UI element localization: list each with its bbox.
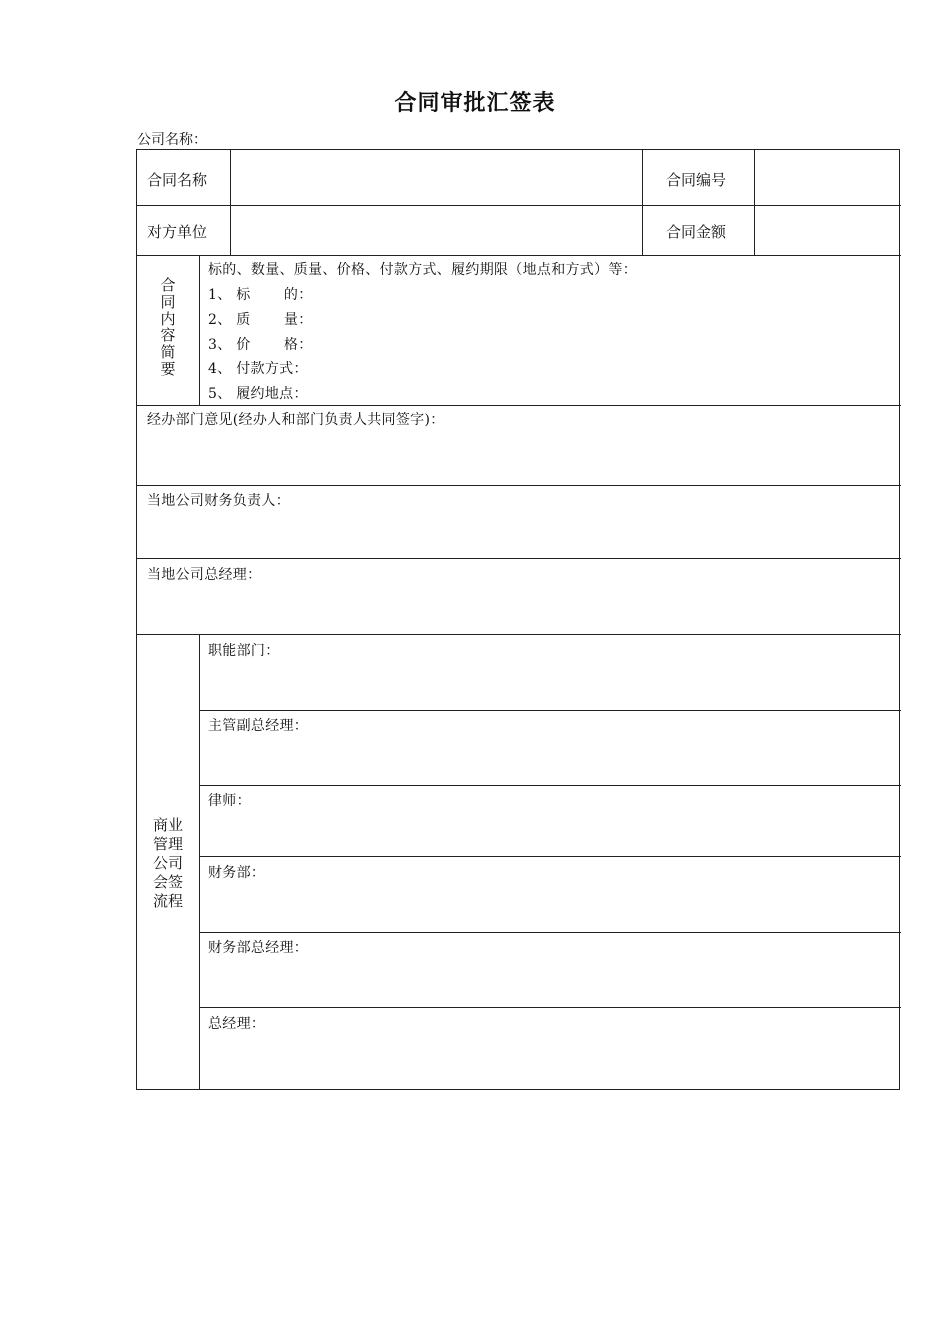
summary-item-payment: 4、 付款方式： — [208, 361, 308, 377]
summary-label-char: 简 — [160, 343, 176, 362]
row-divider — [199, 856, 901, 857]
finance-gm-label: 财务部总经理： — [208, 940, 309, 956]
row-divider — [199, 932, 901, 933]
countersign-label-line: 商业 — [152, 816, 183, 834]
contract-amount-label: 合同金额 — [666, 223, 727, 241]
counterparty-field[interactable] — [231, 206, 641, 254]
row-divider — [199, 1007, 901, 1008]
dept-opinion-label: 经办部门意见(经办人和部门负责人共同签字)： — [147, 412, 445, 428]
summary-label-char: 容 — [160, 326, 176, 345]
functional-dept-label: 职能部门： — [208, 643, 280, 659]
deputy-gm-label: 主管副总经理： — [208, 718, 309, 734]
local-finance-label: 当地公司财务负责人： — [147, 493, 290, 509]
row-divider — [199, 710, 901, 711]
column-divider — [642, 150, 643, 255]
row-divider — [199, 785, 901, 786]
finance-dept-label: 财务部： — [208, 865, 266, 881]
countersign-label-line: 流程 — [152, 892, 183, 910]
column-divider — [199, 634, 200, 1090]
contract-number-label: 合同编号 — [666, 171, 727, 189]
row-divider — [137, 485, 901, 486]
countersign-label-line: 管理 — [152, 835, 183, 853]
form-title: 合同审批汇签表 — [394, 91, 556, 116]
countersign-label-line: 公司 — [152, 854, 183, 872]
approval-form-table — [136, 149, 900, 1090]
summary-item-subject: 1、 标 的： — [208, 287, 313, 303]
row-divider — [137, 255, 901, 256]
counterparty-label: 对方单位 — [147, 223, 208, 241]
lawyer-label: 律师： — [208, 793, 251, 809]
local-gm-label: 当地公司总经理： — [147, 567, 262, 583]
contract-name-field[interactable] — [231, 151, 641, 204]
local-finance-signature-area[interactable] — [138, 510, 900, 557]
summary-label-char: 要 — [160, 359, 176, 378]
summary-label-char: 内 — [160, 309, 176, 328]
local-gm-signature-area[interactable] — [138, 584, 900, 633]
row-divider — [137, 634, 901, 635]
contract-name-label: 合同名称 — [147, 171, 208, 189]
row-divider — [137, 558, 901, 559]
countersign-flow-label — [148, 816, 188, 911]
dept-opinion-signature-area[interactable] — [138, 430, 900, 484]
column-divider — [199, 255, 200, 405]
summary-intro: 标的、数量、质量、价格、付款方式、履约期限（地点和方式）等： — [208, 262, 637, 278]
summary-label-char: 合 — [160, 276, 176, 294]
contract-amount-field[interactable] — [755, 206, 899, 254]
company-name-label: 公司名称： — [137, 132, 207, 148]
summary-item-location: 5、 履约地点： — [208, 386, 308, 402]
contract-number-field[interactable] — [755, 151, 899, 204]
countersign-label-line: 会签 — [152, 873, 183, 891]
row-divider — [137, 405, 901, 406]
contract-summary-label — [158, 277, 178, 378]
summary-item-price: 3、 价 格： — [208, 337, 313, 353]
summary-item-quality: 2、 质 量： — [208, 312, 313, 328]
general-manager-label: 总经理： — [208, 1016, 266, 1032]
summary-label-char: 同 — [160, 292, 176, 311]
